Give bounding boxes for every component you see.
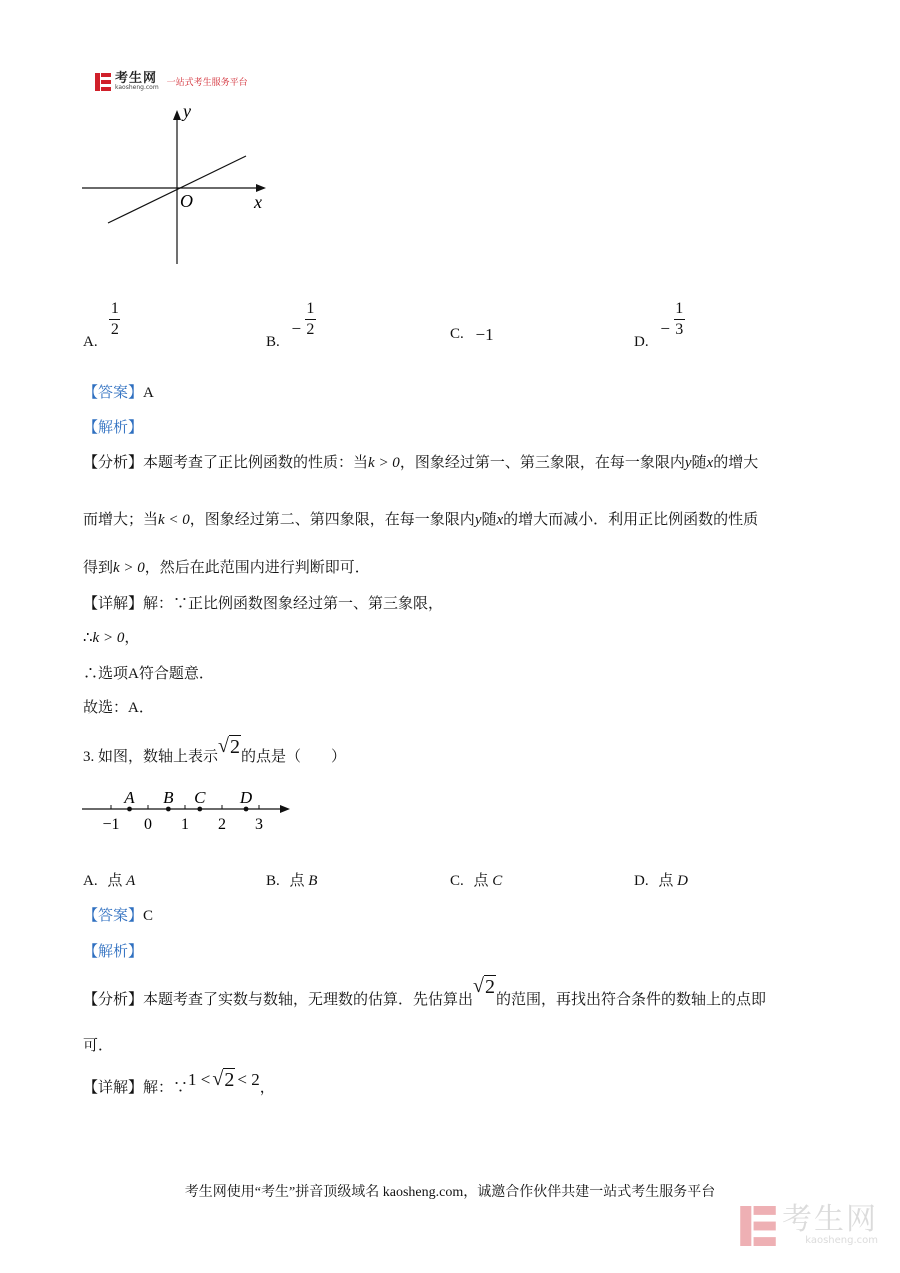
option-label: D. <box>634 333 649 350</box>
q3-stem <box>83 735 347 765</box>
point-label: C <box>194 788 206 807</box>
numerator: 1 <box>110 300 119 317</box>
math: k > 0 <box>368 455 400 471</box>
tick-label: 0 <box>144 816 152 833</box>
math: k > 0 <box>92 630 125 646</box>
point-marker <box>166 807 171 812</box>
x-axis-arrow-icon <box>256 184 266 192</box>
option-label: D. <box>634 873 649 889</box>
q2-option-b[interactable] <box>266 300 316 350</box>
text: 故选：A． <box>83 700 154 716</box>
text: ，图象经过第一、第三象限，在每一象限内 <box>399 455 685 471</box>
q2-answer <box>83 381 154 402</box>
logo-name: 考生网 <box>115 71 158 86</box>
text: 的点是（ ） <box>241 749 347 765</box>
q3-option-c[interactable] <box>450 869 502 890</box>
numerator: 1 <box>306 300 315 317</box>
option-var: A <box>126 873 136 889</box>
math: < 2 <box>237 1070 260 1089</box>
point-marker <box>197 807 202 812</box>
q3-fenxi-line-1 <box>83 975 767 1008</box>
page-footer: 考生网使用“考生”拼音顶级域名 kaosheng.com，诚邀合作伙伴共建一站式考生服务平台 <box>184 1185 716 1200</box>
denominator: 2 <box>306 320 315 338</box>
text: 解：∵ <box>143 1080 189 1096</box>
option-var: D <box>677 873 688 889</box>
tick-label: 2 <box>218 816 226 833</box>
minus-sign: − <box>660 318 670 338</box>
site-logo <box>95 72 248 91</box>
answer-value: C <box>143 908 154 924</box>
q2-detail-line-1 <box>83 592 443 613</box>
sqrt-expression <box>473 975 496 998</box>
sqrt-expression <box>212 1068 235 1091</box>
option-var: C <box>492 873 503 889</box>
answer-value: A <box>143 385 154 401</box>
option-label: C. <box>450 326 464 342</box>
denominator: 3 <box>675 320 684 338</box>
math: y <box>474 512 482 528</box>
math: x <box>496 512 504 528</box>
point-marker <box>244 807 249 812</box>
q2-detail-line-2 <box>83 626 139 647</box>
y-axis-label: y <box>183 101 191 121</box>
q2-analysis-heading <box>83 416 143 437</box>
text: 的增大而减小．利用正比例函数的性质 <box>503 512 759 528</box>
fraction <box>109 300 120 338</box>
tick-label: 1 <box>181 816 189 833</box>
detail-tag: 【详解】 <box>83 1080 144 1096</box>
text: 的范围，再找出符合条件的数轴上的点即 <box>496 992 767 1008</box>
text: 得到 <box>83 560 114 576</box>
denominator: 2 <box>110 320 119 338</box>
point-label: D <box>239 788 253 807</box>
text: 随 <box>481 512 497 528</box>
logo-slogan: 一站式考生服务平台 <box>166 78 248 88</box>
q2-detail-line-4 <box>83 696 154 717</box>
option-text: 点 <box>107 873 123 889</box>
linear-function-graph <box>78 98 278 270</box>
tick-label: −1 <box>102 816 120 833</box>
option-text: 点 <box>289 873 305 889</box>
radicand: 2 <box>224 1069 235 1091</box>
answer-tag: 【答案】 <box>83 908 144 924</box>
number-line-arrow-icon <box>280 805 290 813</box>
therefore-symbol: ∴ <box>83 630 93 646</box>
fraction <box>305 300 316 338</box>
logo-url: kaosheng.com <box>115 84 159 91</box>
q2-fenxi-line-2 <box>83 508 758 529</box>
radical-sign: √ <box>212 1068 224 1090</box>
point-label: B <box>163 788 174 807</box>
sqrt-expression <box>218 735 241 758</box>
q3-answer <box>83 904 153 925</box>
fenxi-tag: 【分析】 <box>83 992 144 1008</box>
text: ，图象经过第二、第四象限，在每一象限内 <box>189 512 475 528</box>
text: ， <box>124 630 140 646</box>
number-line <box>78 785 298 835</box>
q2-option-c[interactable] <box>450 323 494 343</box>
origin-label: O <box>180 191 193 211</box>
option-value: −1 <box>475 325 494 344</box>
q3-detail-line <box>83 1068 275 1096</box>
option-var: B <box>308 873 318 889</box>
text: 本题考查了正比例函数的性质：当 <box>143 455 369 471</box>
text: 的增大 <box>713 455 759 471</box>
text: 本题考查了实数与数轴，无理数的估算．先估算出 <box>143 992 474 1008</box>
q3-option-b[interactable] <box>266 869 317 890</box>
analysis-tag: 【解析】 <box>83 944 144 960</box>
q2-detail-line-3 <box>83 662 214 683</box>
q3-fenxi-line-2 <box>83 1034 113 1055</box>
q2-fenxi-line-1 <box>83 451 758 472</box>
text: 可． <box>83 1038 114 1054</box>
q2-option-d[interactable] <box>634 300 685 350</box>
numerator: 1 <box>675 300 684 317</box>
text: 而增大；当 <box>83 512 159 528</box>
math: k > 0 <box>113 560 145 576</box>
math: x <box>706 455 714 471</box>
radicand: 2 <box>485 976 496 998</box>
math: k < 0 <box>158 512 190 528</box>
fenxi-tag: 【分析】 <box>83 455 144 471</box>
watermark <box>740 1202 878 1246</box>
minus-sign: − <box>291 318 302 338</box>
text: 3. 如图，数轴上表示 <box>83 749 219 765</box>
tick-label: 3 <box>255 816 263 833</box>
radical-sign: √ <box>218 735 229 757</box>
q3-analysis-heading <box>83 940 143 961</box>
kaosheng-logo-icon <box>95 73 111 91</box>
watermark-logo-icon <box>740 1206 776 1246</box>
option-text: 点 <box>658 873 674 889</box>
text: ，然后在此范围内进行判断即可． <box>144 560 370 576</box>
detail-tag: 【详解】 <box>83 596 144 612</box>
point-label: A <box>124 788 135 807</box>
q3-option-d[interactable] <box>634 869 688 890</box>
text: ， <box>259 1080 275 1096</box>
text: 随 <box>691 455 707 471</box>
point-marker <box>127 807 132 812</box>
watermark-url: kaosheng.com <box>805 1235 878 1246</box>
q2-fenxi-line-3 <box>83 556 370 577</box>
option-label: A. <box>83 873 98 889</box>
text: 解：∵正比例函数图象经过第一、第三象限， <box>143 596 444 612</box>
y-axis-arrow-icon <box>173 110 181 120</box>
watermark-name: 考生网 <box>782 1202 878 1237</box>
text: ∴选项A符合题意． <box>83 666 214 682</box>
math: 1 < <box>188 1070 211 1089</box>
analysis-tag: 【解析】 <box>83 420 144 436</box>
option-label: B. <box>266 873 280 889</box>
q3-option-a[interactable] <box>83 869 135 890</box>
q2-option-a[interactable] <box>83 300 120 350</box>
answer-tag: 【答案】 <box>83 385 144 401</box>
option-label: C. <box>450 873 464 889</box>
fraction <box>674 300 685 338</box>
option-label: A. <box>83 333 98 350</box>
radical-sign: √ <box>473 975 485 997</box>
option-label: B. <box>266 333 280 350</box>
math: y <box>684 455 692 471</box>
radicand: 2 <box>230 736 240 758</box>
option-text: 点 <box>473 873 489 889</box>
x-axis-label: x <box>254 192 262 212</box>
